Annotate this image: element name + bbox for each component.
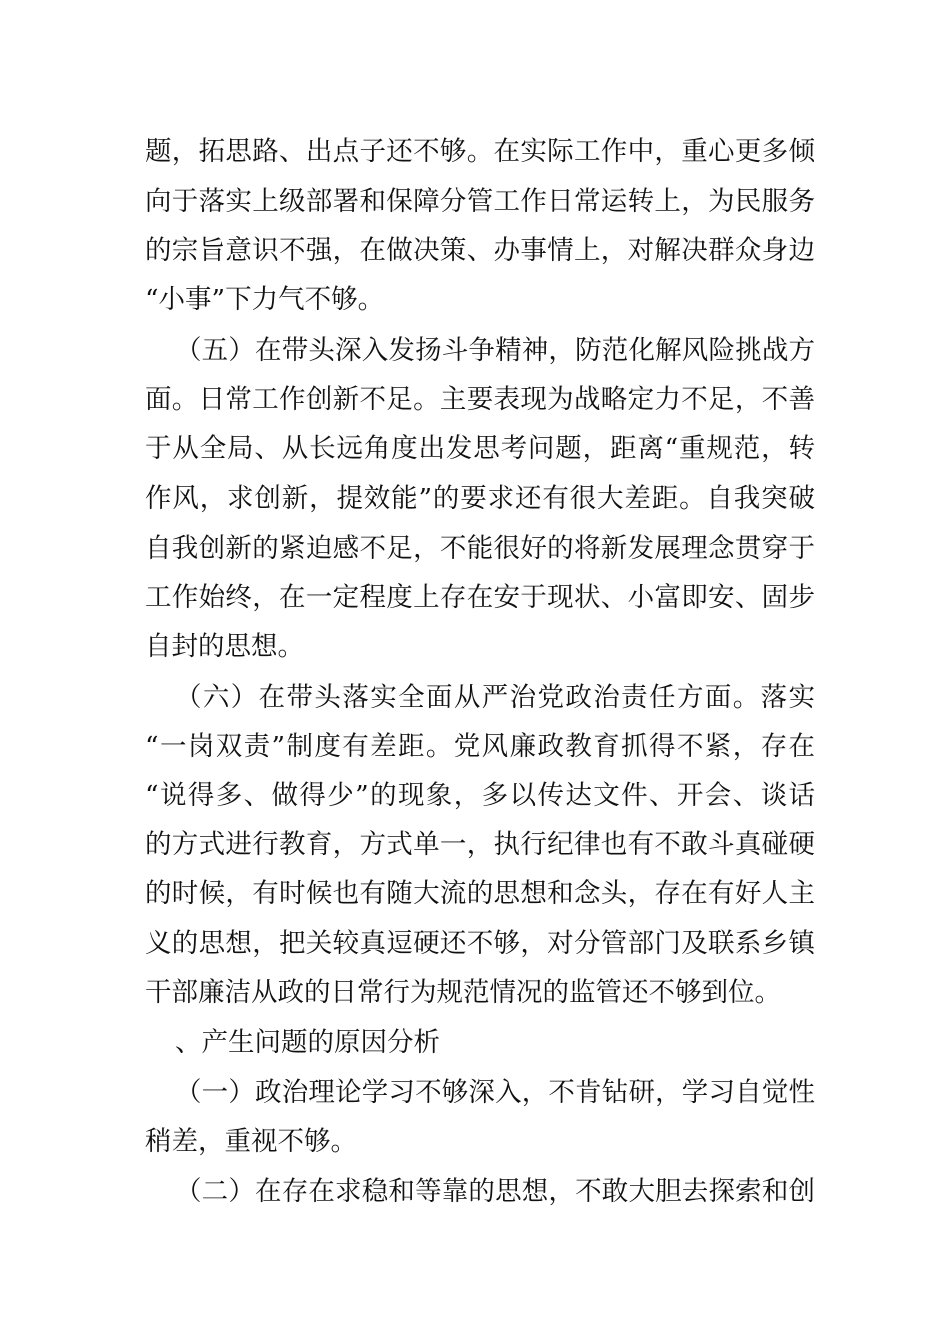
body-line-16: 的时候，有时候也有随大流的思想和念头，存在有好人主 [145,878,815,909]
body-line-11: 自封的思想。 [145,631,304,662]
body-line-3: 的宗旨意识不强，在做决策、办事情上，对解决群众身边 [145,235,815,266]
body-line-9: 自我创新的紧迫感不足，不能很好的将新发展理念贯穿于 [145,533,815,564]
section-five-heading-line: （五）在带头深入发扬斗争精神，防范化解风险挑战方 [175,335,815,366]
body-line-1: 题，拓思路、出点子还不够。在实际工作中，重心更多倾 [145,136,815,167]
body-line-13: “一岗双责”制度有差距。党风廉政教育抓得不紧，存在 [145,731,815,762]
body-line-2: 向于落实上级部署和保障分管工作日常运转上，为民服务 [145,186,815,217]
body-line-4: “小事”下力气不够。 [145,284,385,315]
body-line-8: 作风，求创新，提效能”的要求还有很大差距。自我突破 [145,483,815,514]
body-line-7: 于从全局、从长远角度出发思考问题，距离“重规范，转 [145,433,815,464]
cause-one-line: （一）政治理论学习不够深入，不肯钻研，学习自觉性 [175,1077,815,1108]
body-line-17: 义的思想，把关较真逗硬还不够，对分管部门及联系乡镇 [145,928,815,959]
cause-two-line: （二）在存在求稳和等靠的思想，不敢大胆去探索和创 [175,1176,815,1207]
body-line-14: “说得多、做得少”的现象，多以传达文件、开会、谈话 [145,780,815,811]
body-line-15: 的方式进行教育，方式单一，执行纪律也有不敢斗真碰硬 [145,829,815,860]
cause-analysis-heading: 、产生问题的原因分析 [175,1027,440,1058]
body-line-10: 工作始终，在一定程度上存在安于现状、小富即安、固步 [145,582,815,613]
section-six-heading-line: （六）在带头落实全面从严治党政治责任方面。落实 [175,682,815,713]
body-line-21: 稍差，重视不够。 [145,1126,357,1157]
body-line-18: 干部廉洁从政的日常行为规范情况的监管还不够到位。 [145,977,781,1008]
body-line-6: 面。日常工作创新不足。主要表现为战略定力不足，不善 [145,384,815,415]
